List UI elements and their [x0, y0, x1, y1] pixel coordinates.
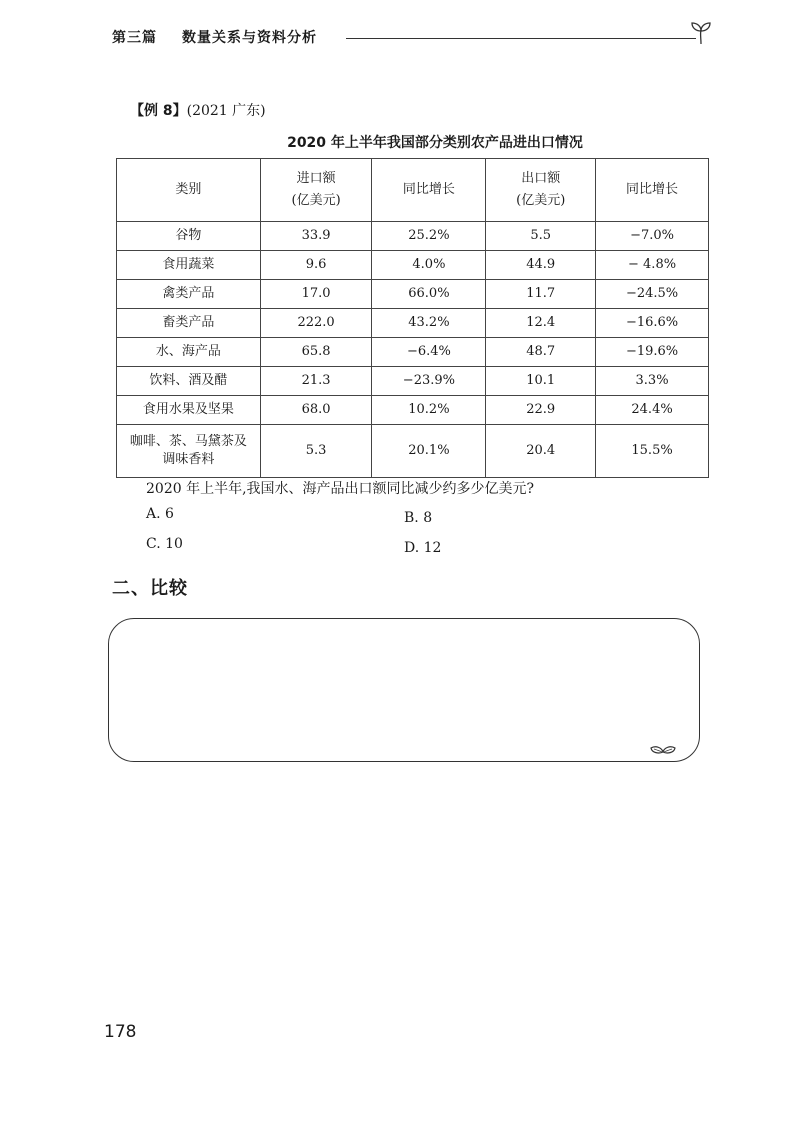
import-growth-cell: −6.4%: [372, 338, 486, 367]
category-cell: 食用蔬菜: [117, 251, 261, 280]
category-cell: 咖啡、茶、马黛茶及 调味香料: [117, 425, 261, 478]
table-row: [117, 338, 709, 367]
example-tag: [130, 100, 266, 120]
table-row: [117, 222, 709, 251]
export-growth-cell: −19.6%: [596, 338, 709, 367]
table-row: [117, 251, 709, 280]
export-growth-cell: −7.0%: [596, 222, 709, 251]
export-cell: 10.1: [486, 367, 596, 396]
import-growth-cell: 20.1%: [372, 425, 486, 478]
leaf-pair-icon: [648, 740, 678, 762]
export-cell: 5.5: [486, 222, 596, 251]
export-growth-cell: 24.4%: [596, 396, 709, 425]
header-cell-import-growth: 同比增长: [372, 159, 486, 222]
import-cell: 9.6: [260, 251, 372, 280]
chapter-title: 数量关系与资料分析: [182, 30, 317, 46]
option-d: D. 12: [404, 540, 442, 556]
page-number: 178: [104, 1022, 137, 1042]
trade-table: [116, 158, 709, 478]
export-growth-cell: 3.3%: [596, 367, 709, 396]
category-cell: 饮料、酒及醋: [117, 367, 261, 396]
example-source: (2021 广东): [186, 103, 266, 119]
import-cell: 17.0: [260, 280, 372, 309]
import-growth-cell: 4.0%: [372, 251, 486, 280]
question-text: 2020 年上半年,我国水、海产品出口额同比减少约多少亿美元?: [146, 481, 535, 497]
export-cell: 11.7: [486, 280, 596, 309]
export-growth-cell: −16.6%: [596, 309, 709, 338]
export-growth-cell: −24.5%: [596, 280, 709, 309]
header-cell-export: 出口额 (亿美元): [486, 159, 596, 222]
header-cell-import: 进口额 (亿美元): [260, 159, 372, 222]
export-growth-cell: − 4.8%: [596, 251, 709, 280]
export-cell: 20.4: [486, 425, 596, 478]
import-cell: 21.3: [260, 367, 372, 396]
notes-box: [108, 618, 700, 762]
option-a: A. 6: [146, 506, 174, 522]
category-cell: 谷物: [117, 222, 261, 251]
leaf-sprout-icon: [688, 20, 714, 50]
header-cell-export-growth: 同比增长: [596, 159, 709, 222]
header-rule: [346, 38, 696, 39]
import-growth-cell: 66.0%: [372, 280, 486, 309]
import-cell: 65.8: [260, 338, 372, 367]
export-cell: 48.7: [486, 338, 596, 367]
import-growth-cell: 25.2%: [372, 222, 486, 251]
category-cell: 禽类产品: [117, 280, 261, 309]
option-c: C. 10: [146, 536, 183, 552]
export-cell: 44.9: [486, 251, 596, 280]
export-cell: 12.4: [486, 309, 596, 338]
table-row: [117, 396, 709, 425]
import-cell: 222.0: [260, 309, 372, 338]
part-label: 第三篇: [112, 30, 157, 46]
option-b: B. 8: [404, 510, 433, 526]
example-label: 【例 8】: [130, 103, 187, 119]
category-cell: 食用水果及坚果: [117, 396, 261, 425]
table-row: [117, 309, 709, 338]
category-cell: 水、海产品: [117, 338, 261, 367]
running-header: [98, 24, 718, 54]
section-heading: 二、比较: [112, 578, 188, 599]
import-growth-cell: 10.2%: [372, 396, 486, 425]
export-growth-cell: 15.5%: [596, 425, 709, 478]
import-cell: 33.9: [260, 222, 372, 251]
import-growth-cell: −23.9%: [372, 367, 486, 396]
table-row: [117, 425, 709, 478]
import-cell: 68.0: [260, 396, 372, 425]
import-growth-cell: 43.2%: [372, 309, 486, 338]
header-cell-category: 类别: [117, 159, 261, 222]
table-title: 2020 年上半年我国部分类别农产品进出口情况: [287, 135, 583, 151]
import-cell: 5.3: [260, 425, 372, 478]
export-cell: 22.9: [486, 396, 596, 425]
table-row: [117, 280, 709, 309]
category-cell: 畜类产品: [117, 309, 261, 338]
table-row: [117, 367, 709, 396]
table-header-row: [117, 159, 709, 222]
